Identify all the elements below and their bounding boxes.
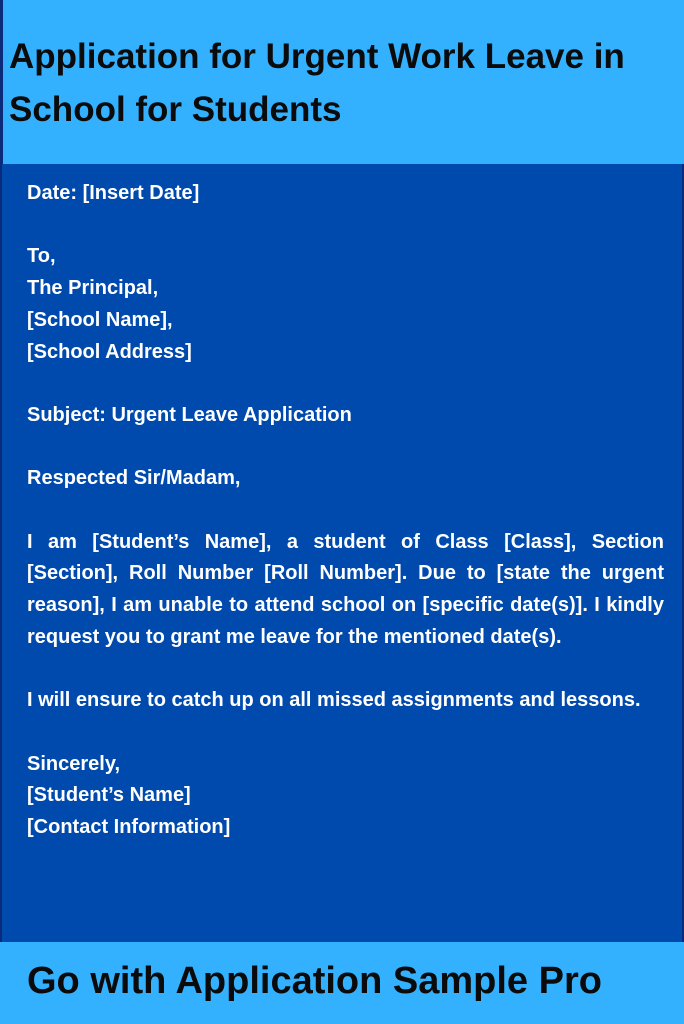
footer-banner xyxy=(0,942,684,1024)
letter-school-name: [School Name], xyxy=(27,308,173,331)
letter-salutation: Respected Sir/Madam, xyxy=(27,467,241,490)
letter-contact: [Contact Information] xyxy=(27,815,231,838)
letter-body xyxy=(27,178,664,844)
page-title: Application for Urgent Work Leave in School for Students xyxy=(9,37,625,129)
letter-panel xyxy=(0,164,684,942)
footer-brand-text: Go with Application Sample Pro xyxy=(27,960,602,1002)
letter-closing: Sincerely, xyxy=(27,752,121,775)
letter-date: Date: [Insert Date] xyxy=(27,182,200,204)
letter-paragraph-request: I am [Student’s Name], a student of Class [Class], Section [Section], Roll Number [Roll Number]. Due to [state the urgent reason], I am unable to attend school on [specific date(s)]. I kindly request you to grant me leave for the mentioned date(s). xyxy=(27,530,664,648)
letter-student-name: [Student’s Name] xyxy=(27,784,191,807)
letter-subject: Subject: Urgent Leave Application xyxy=(27,403,352,426)
letter-paragraph-assurance: I will ensure to catch up on all missed assignments and lessons. xyxy=(27,689,641,712)
letter-to: To, xyxy=(27,245,56,268)
header-banner xyxy=(0,0,684,164)
letter-recipient: The Principal, xyxy=(27,277,159,300)
letter-school-address: [School Address] xyxy=(27,340,192,363)
